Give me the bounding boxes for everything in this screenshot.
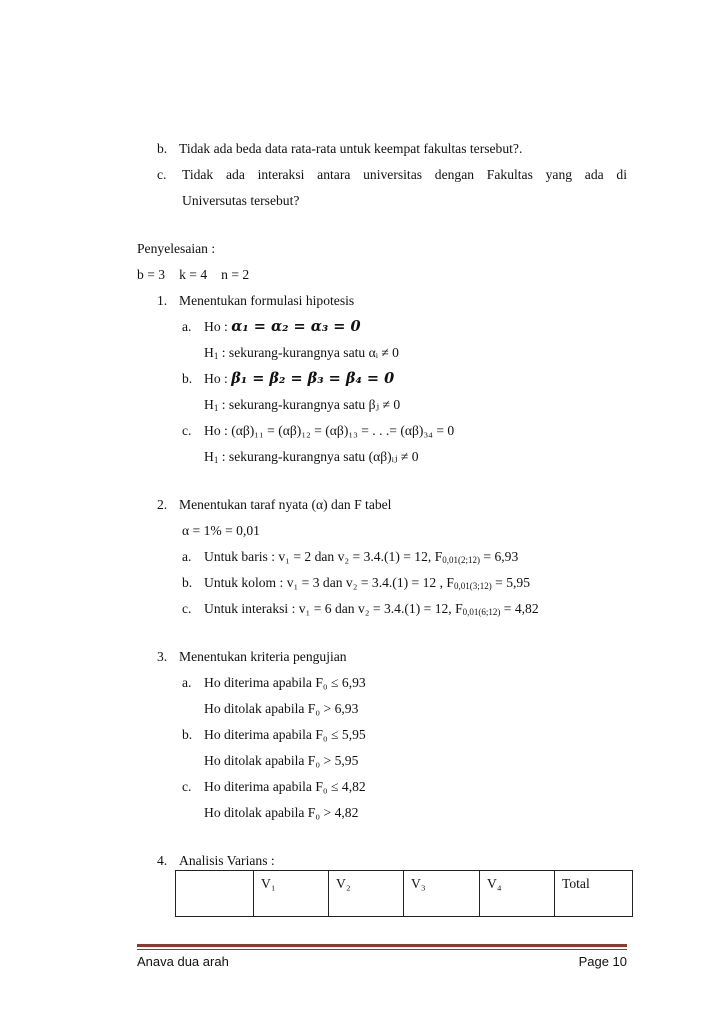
hypothesis-b — [157, 140, 522, 157]
table-row — [176, 871, 633, 917]
page-number: Page 10 — [578, 954, 627, 969]
list-label: c. — [182, 423, 192, 438]
param-b: b = 3 — [137, 267, 166, 282]
parameters — [137, 266, 249, 283]
list-label: a. — [182, 319, 192, 334]
step-title: Menentukan kriteria pengujian — [179, 649, 347, 664]
hypothesis-c-line1: Tidak ada interaksi antara universitas dengan Fakultas yang ada di — [182, 167, 627, 182]
step-title: Analisis Varians : — [179, 853, 275, 868]
footer-rule-thin — [137, 949, 627, 950]
step-2c: c. Untuk interaksi : v₁ = 6 dan v₂ = 3.4.(1) = 12, $F_{0,01(6;12)} = 4,82$ — [182, 601, 539, 617]
step-1b-ho: b. Ho : β₁ = β₂ = β₃ = β₄ = 0 — [182, 370, 395, 387]
param-k: k = 4 — [179, 267, 208, 282]
table-header-cell: Total — [555, 871, 633, 917]
step-1c-h1: $H_1$ : sekurang-kurangnya satu (αβ)ᵢⱼ ≠ 0 — [204, 449, 419, 465]
hypothesis-equation: α₁ = α₂ = α₃ = 0 — [231, 318, 361, 335]
list-label: a. — [182, 549, 192, 564]
step-4-title — [157, 852, 275, 869]
step-3a-reject: Ho ditolak apabila F₀ > 6,93 — [204, 701, 359, 716]
step-1c-ho: c. Ho : (αβ)₁₁ = (αβ)₁₂ = (αβ)₁₃ = . . .= (αβ)₃₄ = 0 — [182, 423, 455, 438]
list-label: b. — [157, 141, 168, 156]
hypothesis-equation: β₁ = β₂ = β₃ = β₄ = 0 — [231, 370, 395, 387]
list-label: b. — [182, 575, 193, 590]
step-number: 2. — [157, 497, 168, 512]
step-2-title — [157, 496, 391, 513]
step-title: Menentukan taraf nyata (α) dan F tabel — [179, 497, 392, 512]
step-2b: b. Untuk kolom : v₁ = 3 dan v₂ = 3.4.(1) = 12 , $F_{0,01(3;12)} = 5,95$ — [182, 575, 530, 591]
table-header-cell: V₄ — [480, 871, 555, 917]
step-number: 3. — [157, 649, 168, 664]
table-header-cell: V₂ — [329, 871, 404, 917]
table-header-cell — [176, 871, 254, 917]
alpha-value: α = 1% = 0,01 — [182, 523, 260, 538]
footer-rule — [137, 944, 627, 947]
step-title: Menentukan formulasi hipotesis — [179, 293, 355, 308]
footer-title: Anava dua arah — [137, 954, 229, 969]
list-label: c. — [157, 167, 167, 182]
list-label: b. — [182, 727, 193, 742]
hypothesis-text: Tidak ada beda data rata-rata untuk keempat fakultas tersebut?. — [179, 141, 523, 156]
step-number: 4. — [157, 853, 168, 868]
param-n: n = 2 — [221, 267, 250, 282]
list-label: c. — [182, 779, 192, 794]
list-label: a. — [182, 675, 192, 690]
list-label: b. — [182, 371, 193, 386]
step-3c-reject: Ho ditolak apabila F₀ > 4,82 — [204, 805, 359, 820]
step-1a-ho: a. Ho : α₁ = α₂ = α₃ = 0 — [182, 318, 361, 335]
step-3b-reject: Ho ditolak apabila F₀ > 5,95 — [204, 753, 359, 768]
hypothesis-c-line2: Universutas tersebut? — [182, 193, 300, 208]
step-2a: a. Untuk baris : v₁ = 2 dan v₂ = 3.4.(1) = 12, $F_{0,01(2;12)} = 6,93$ — [182, 549, 519, 565]
step-1-title — [157, 292, 354, 309]
table-header-cell: V₁ — [254, 871, 329, 917]
solution-heading: Penyelesaian : — [137, 241, 216, 256]
table-header-cell: V₃ — [404, 871, 480, 917]
step-3c-accept: c. Ho diterima apabila F₀ ≤ 4,82 — [182, 779, 366, 794]
step-1a-h1: $H_1$ : sekurang-kurangnya satu αᵢ ≠ 0 — [204, 345, 399, 361]
step-1b-h1: $H_1$ : sekurang-kurangnya satu βⱼ ≠ 0 — [204, 397, 401, 413]
anova-table — [175, 870, 633, 917]
step-number: 1. — [157, 293, 168, 308]
step-3a-accept: a. Ho diterima apabila F₀ ≤ 6,93 — [182, 675, 366, 690]
step-3b-accept: b. Ho diterima apabila F₀ ≤ 5,95 — [182, 727, 366, 742]
step-3-title — [157, 648, 347, 665]
list-label: c. — [182, 601, 192, 616]
